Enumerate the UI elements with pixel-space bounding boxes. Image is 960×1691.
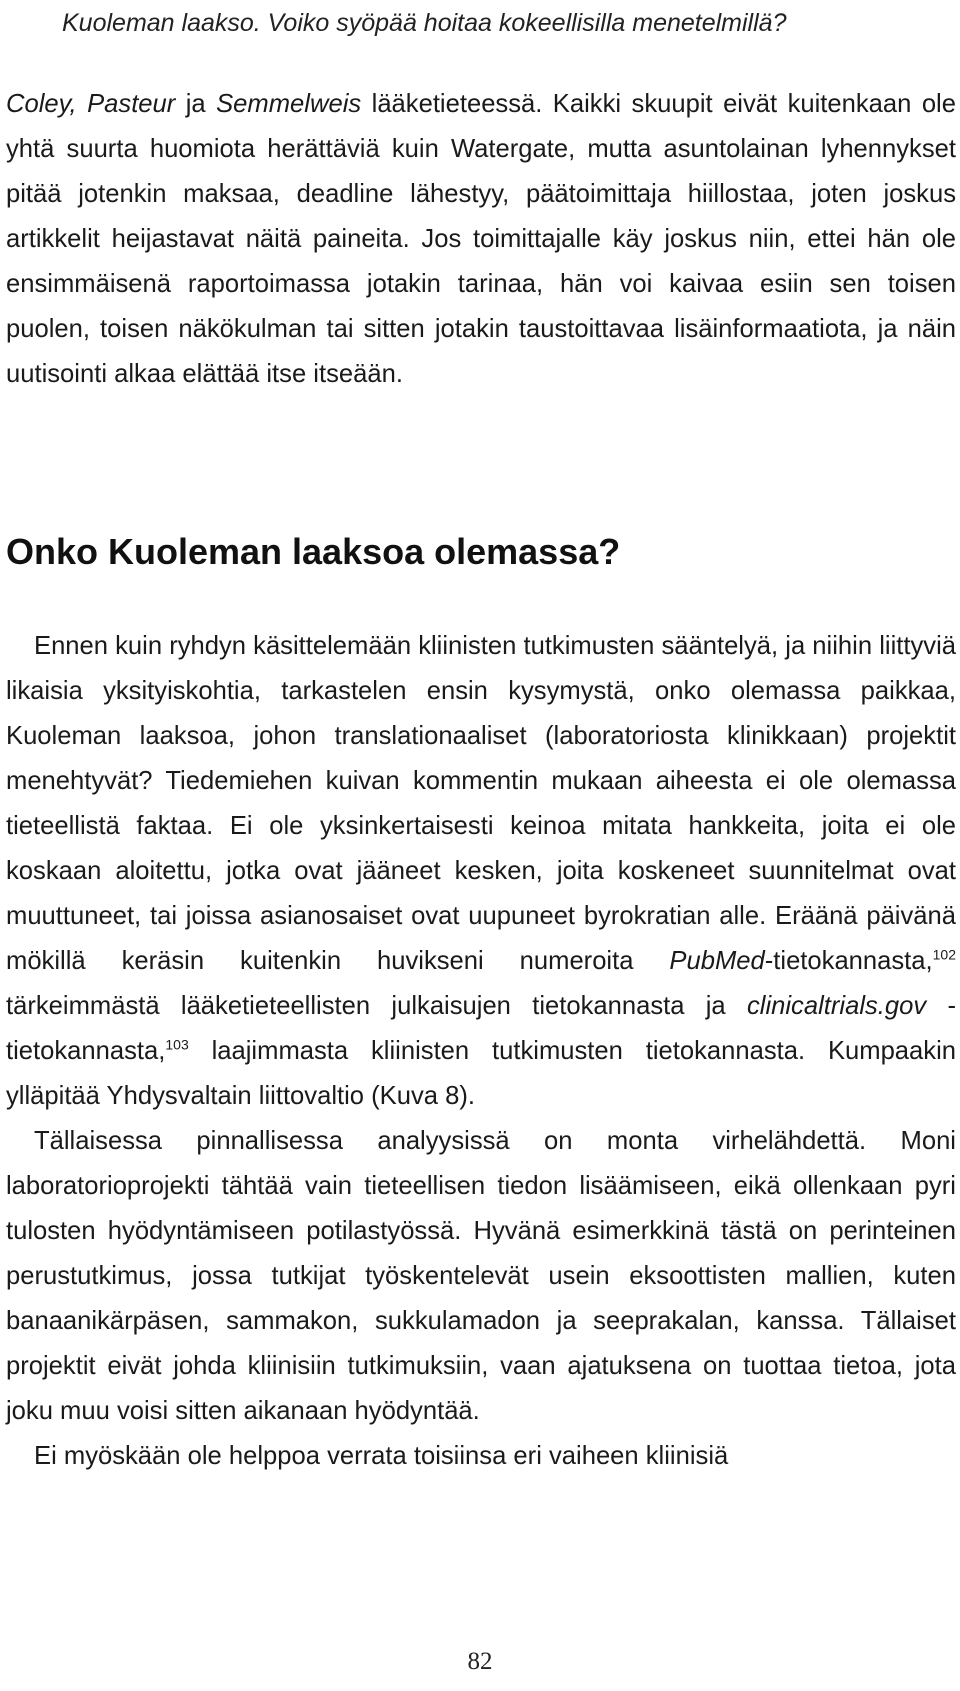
intro-paragraph — [6, 82, 956, 397]
running-header: Kuoleman laakso. Voiko syöpää hoitaa kokeellisilla menetelmillä? — [62, 9, 787, 37]
italic-name-2: Semmelweis — [216, 90, 362, 118]
and-word: ja — [175, 90, 217, 118]
paragraph-3: Ei myöskään ole helppoa verrata toisiinsa eri vaiheen kliinisiä — [34, 1442, 729, 1470]
p1-text-a: Ennen kuin ryhdyn käsittelemään kliinisten tutkimusten sääntelyä, ja niihin liittyviä likaisia yksityiskohtia, tarkastelen ensin kysymystä, onko olemassa paikkaa, Kuoleman laaksoa, johon translationaaliset (laboratoriosta klinikkaan) projektit menehtyvät? Tiedemiehen kuivan kommentin mukaan aiheesta ei ole olemassa tieteellistä faktaa. Ei ole yksinkertaisesti keinoa mitata hankkeita, joita ei ole koskaan aloitettu, jotka ovat jääneet kesken, joita koskeneet suunnitelmat ovat muuttuneet, tai joissa asianosaiset ovat uupuneet byrokratian alle. Eräänä päivänä mökillä keräsin kuitenkin huvikseni numeroita — [6, 632, 956, 975]
section-heading: Onko Kuoleman laaksoa olemassa? — [6, 531, 621, 572]
italic-names: Coley, Pasteur — [6, 90, 176, 118]
intro-text: lääketieteessä. Kaikki skuupit eivät kuitenkaan ole yhtä suurta huomiota herättäviä kuin Watergate, mutta asuntolainan lyhennykset pitää jotenkin maksaa, deadline lähestyy, päätoimittaja hiillostaa, joten joskus artikkelit heijastavat näitä paineita. Jos toimittajalle käy joskus niin, ettei hän ole ensimmäisenä raportoimassa jotakin tarinaa, hän voi kaivaa esiin sen toisen puolen, toisen näkökulman tai sitten jotakin taustoittavaa lisäinformaatiota, ja näin uutisointi alkaa elättää itse itseään. — [6, 90, 956, 388]
footnote-ref-103[interactable]: 103 — [165, 1036, 189, 1053]
pubmed-term: PubMed — [669, 947, 765, 975]
p1-text-e: laajimmasta kliinisten tutkimusten tietokannasta. Kumpaakin ylläpitää Yhdysvaltain liittovaltio (Kuva 8). — [6, 1037, 956, 1110]
p1-text-b: -tietokannasta, — [764, 947, 933, 975]
body-text — [6, 624, 956, 1479]
paragraph-1 — [6, 624, 956, 1119]
clinicaltrials-term: clinicaltrials.gov — [746, 992, 927, 1020]
page-number: 82 — [467, 1648, 493, 1675]
p1-text-c: tärkeimmästä lääketieteellisten julkaisujen tietokannasta ja — [6, 992, 747, 1020]
paragraph-2: Tällaisessa pinnallisessa analyysissä on monta virhelähdettä. Moni laboratorioprojekti tähtää vain tieteellisen tiedon lisäämiseen, eikä ollenkaan pyri tulosten hyödyntämiseen potilastyössä. Hyvänä esimerkkinä tästä on perinteinen perustutkimus, jossa tutkijat työskentelevät usein eksoottisten mallien, kuten banaanikärpäsen, sammakon, sukkulamadon ja seeprakalan, kanssa. Tällaiset projektit eivät johda kliinisiin tutkimuksiin, vaan ajatuksena on tuottaa tietoa, jota joku muu voisi sitten aikanaan hyödyntää. — [6, 1127, 956, 1425]
footnote-ref-102[interactable]: 102 — [932, 946, 956, 963]
p1-text-d: -tietokannasta, — [6, 992, 957, 1065]
